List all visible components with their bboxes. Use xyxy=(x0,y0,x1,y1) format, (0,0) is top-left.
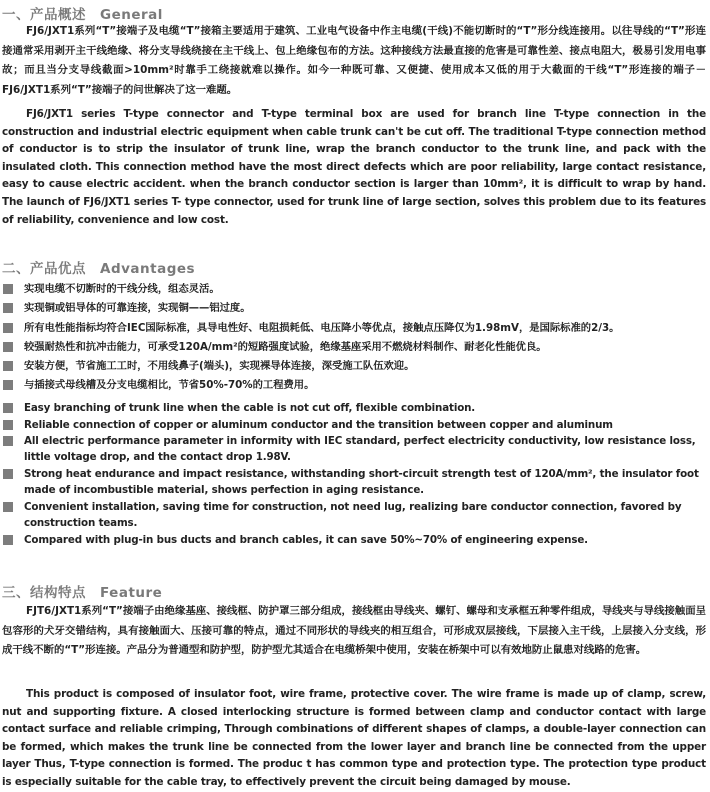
bullet-square-icon xyxy=(3,323,13,333)
bullet-square-icon xyxy=(3,436,13,446)
list-item: Strong heat endurance and impact resistance, withstanding short-circuit strength test of 120A/mm², the insulator foot made of incombustible material, shows perfection in aging resistance. xyxy=(2,466,706,498)
section-title-cn: 三、结构特点 xyxy=(2,585,86,601)
section-title-en: Advantages xyxy=(100,261,196,277)
bullet-square-icon xyxy=(3,284,13,294)
list-item: All electric performance parameter in informity with IEC standard, perfect electricity conductivity, low resistance loss, little voltage drop, and the contact drop 1.98V. xyxy=(2,433,706,465)
advantages-list-cn xyxy=(2,280,706,396)
section-title-cn: 二、产品优点 xyxy=(2,261,86,277)
section-title-general xyxy=(2,3,163,23)
bullet-square-icon xyxy=(3,361,13,371)
list-item: 所有电性能指标均符合IEC国际标准，具导电性好、电阻损耗低、电压降小等优点，接触点压降仅为1.98mV，是国际标准的2/3。 xyxy=(2,319,706,338)
bullet-square-icon xyxy=(3,403,13,413)
general-paragraph-cn: FJ6/JXT1系列“T”接端子及电缆“T”接箱主要适用于建筑、工业电气设备中作主电缆(干线)不能切断时的“T”形分线连接用。以往导线的“T”形连接通常采用剥开主干线绝缘、将分支导线绕接在主干线上、包上绝缘包布的方法。这种接线方法最直接的危害是可靠性差、接点电阻大，极易引发用电事故；而且当分支导线截面>10mm²时靠手工绕接就难以操作。如今一种既可靠、又便捷、使用成本又低的用于大截面的干线“T”形连接的端子－FJ6/JXT1系列“T”接端子的问世解决了这一难题。 xyxy=(2,25,706,96)
general-paragraph-en: FJ6/JXT1 series T-type connector and T-type terminal box are used for branch line T-type connection in the construction and industrial electric equipment when cable trunk can't be cut off. The traditional T-type connection method of conductor is to strip the insulator of trunk line, wrap the branch conductor to the trunk line, and pack with the insulated cloth. This connection method have the most direct defects which are poor reliability, large contact resistance, easy to cause electric accident. when the branch conductor section is larger than 10mm², it is difficult to wrap by hand. The launch of FJ6/JXT1 series T- type connector, used for trunk line of large section, solves this problem due to its features of reliability, convenience and low cost. xyxy=(2,108,706,226)
section-title-advantages xyxy=(2,257,195,277)
section-title-feature xyxy=(2,581,162,601)
list-item: 实现铜或铝导体的可靠连接，实现铜——铝过度。 xyxy=(2,299,706,318)
bullet-square-icon xyxy=(3,469,13,479)
feature-paragraph-en: This product is composed of insulator foot, wire frame, protective cover. The wire frame is made up of clamp, screw, nut and supporting fixture. A closed interlocking structure is formed between clamp and conductor contact with large contact surface and reliable crimping, Through combinations of different shapes of clamps, a double-layer connection can be formed, which makes the trunk line be connected from the lower layer and branch line be connected from the upper layer Thus, T-type connection is formed. The produc t has common type and protection type. The protection type product is especially suitable for the cable tray, to effectively prevent the circuit being damaged by mouse. xyxy=(2,688,706,788)
list-item: Easy branching of trunk line when the cable is not cut off, flexible combination. xyxy=(2,400,706,416)
bullet-square-icon xyxy=(3,502,13,512)
list-item: 较强耐热性和抗冲击能力，可承受120A/mm²的短路强度试验，绝缘基座采用不燃烧材料制作、耐老化性能优良。 xyxy=(2,338,706,357)
section-title-cn: 一、产品概述 xyxy=(2,7,86,23)
list-item: 与插接式母线槽及分支电缆相比，节省50%-70%的工程费用。 xyxy=(2,376,706,395)
list-item: Convenient installation, saving time for construction, not need lug, realizing bare conductor connection, favored by construction teams. xyxy=(2,499,706,531)
feature-paragraph-cn: FJT6/JXT1系列“T”接端子由绝缘基座、接线框、防护罩三部分组成，接线框由导线夹、螺钉、螺母和支承框五种零件组成，导线夹与导线接触面呈包容形的犬牙交错结构，具有接触面大、压接可靠的特点，通过不同形状的导线夹的相互组合，可形成双层接线，下层接入主干线，上层接入分支线，形成干线不断的“T”形连接。产品分为普通型和防护型，防护型尤其适合在电缆桥架中使用，安装在桥架中可以有效地防止鼠患对线路的危害。 xyxy=(2,605,706,656)
bullet-square-icon xyxy=(3,342,13,352)
section-title-en: Feature xyxy=(100,585,163,601)
section-title-en: General xyxy=(100,7,163,23)
advantages-list-en xyxy=(2,400,706,548)
list-item: Reliable connection of copper or aluminum conductor and the transition between copper and aluminum xyxy=(2,417,706,433)
list-item: Compared with plug-in bus ducts and branch cables, it can save 50%~70% of engineering expense. xyxy=(2,532,706,548)
bullet-square-icon xyxy=(3,380,13,390)
list-item: 实现电缆不切断时的干线分线，组态灵活。 xyxy=(2,280,706,299)
bullet-square-icon xyxy=(3,420,13,430)
list-item: 安装方便，节省施工工时，不用线鼻子(端头)，实现裸导体连接，深受施工队伍欢迎。 xyxy=(2,357,706,376)
bullet-square-icon xyxy=(3,535,13,545)
bullet-square-icon xyxy=(3,303,13,313)
